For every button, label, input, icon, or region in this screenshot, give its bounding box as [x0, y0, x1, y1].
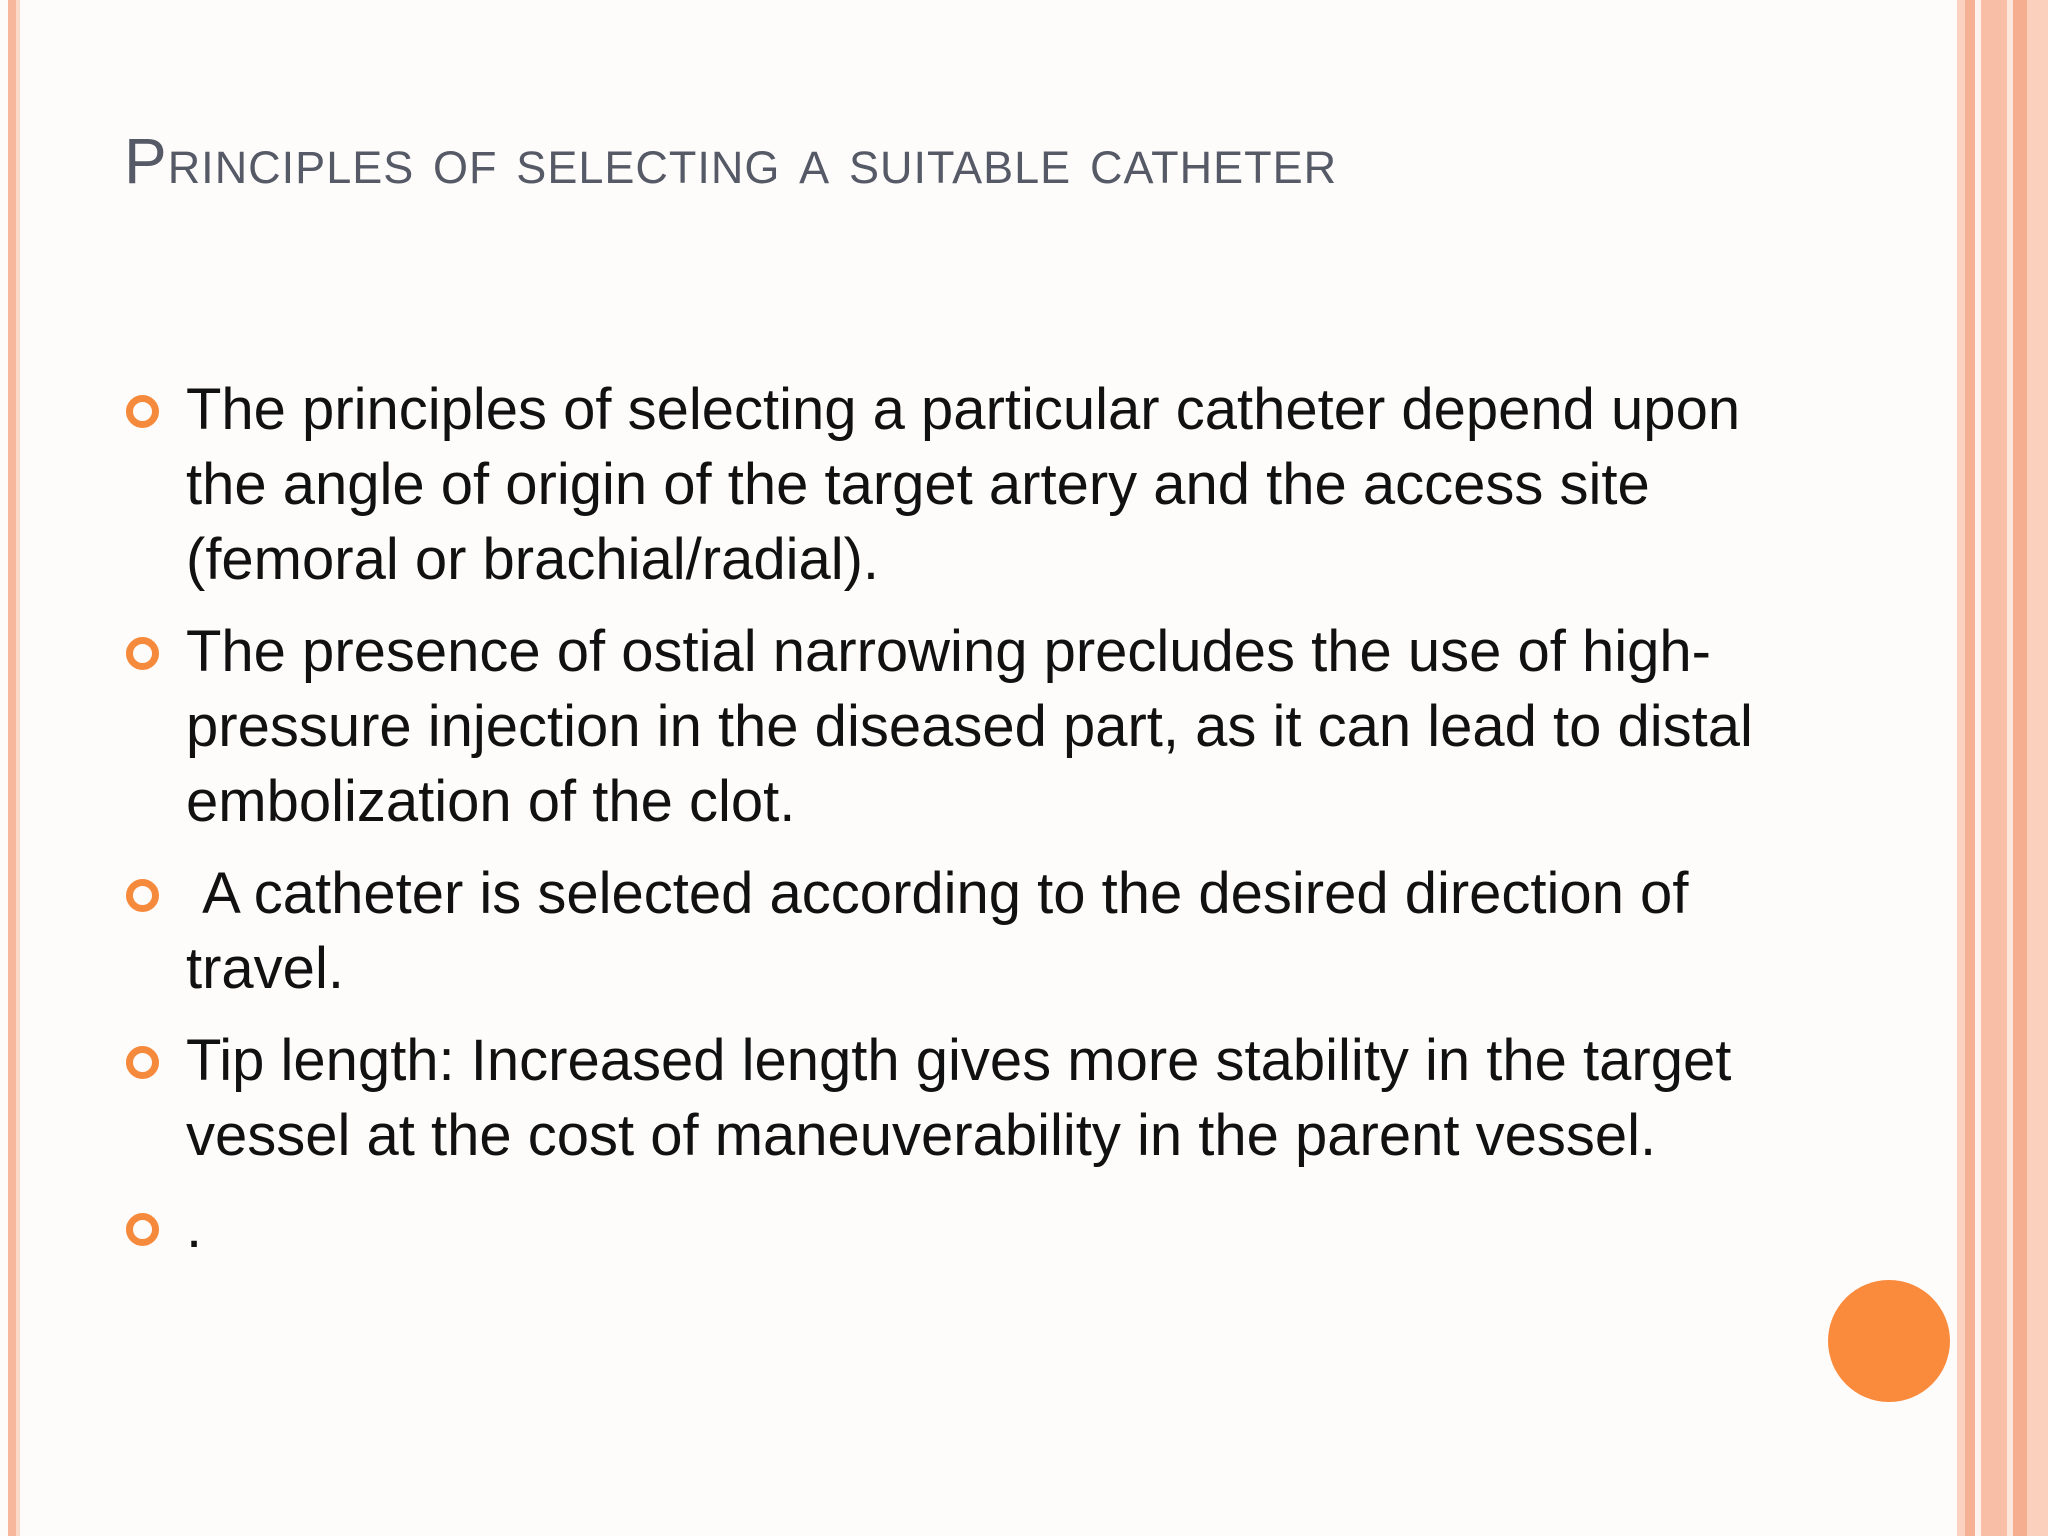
- bullet-item: [126, 856, 1766, 1006]
- right-border-stripe: [1957, 0, 1965, 1536]
- bullet-text: The presence of ostial narrowing precludes the use of high-pressure injection in the diseased part, as it can lead to distal embolization of the clot.: [186, 619, 1753, 834]
- decorative-orange-circle: [1828, 1280, 1950, 1402]
- bullet-text: A catheter is selected according to the desired direction of travel.: [186, 861, 1705, 1001]
- left-border-stripe: [8, 0, 16, 1536]
- bullet-text: Tip length: Increased length gives more stability in the target vessel at the cost of maneuverability in the parent vessel.: [186, 1028, 1732, 1168]
- bullet-item: [126, 1023, 1766, 1173]
- bullet-item: [126, 614, 1766, 839]
- bullet-ring-icon: [126, 879, 159, 912]
- slide-title: Principles of selecting a suitable catheter: [124, 125, 1338, 197]
- left-border-stripe-light: [16, 0, 20, 1536]
- bullet-ring-icon: [126, 637, 159, 670]
- right-border-stripe: [1981, 0, 2007, 1536]
- bullet-item: [126, 1190, 1766, 1265]
- bullet-item: [126, 372, 1766, 597]
- right-border-stripe: [2027, 0, 2048, 1536]
- bullet-ring-icon: [126, 1213, 159, 1246]
- bullet-text: .: [186, 1195, 203, 1260]
- right-border-stripe: [1965, 0, 1975, 1536]
- right-border-stripe: [2013, 0, 2027, 1536]
- bullet-text: The principles of selecting a particular catheter depend upon the angle of origin of the target artery and the access site (femoral or brachial/radial).: [186, 377, 1741, 592]
- bullet-ring-icon: [126, 395, 159, 428]
- bullet-list: [126, 372, 1766, 1282]
- bullet-ring-icon: [126, 1046, 159, 1079]
